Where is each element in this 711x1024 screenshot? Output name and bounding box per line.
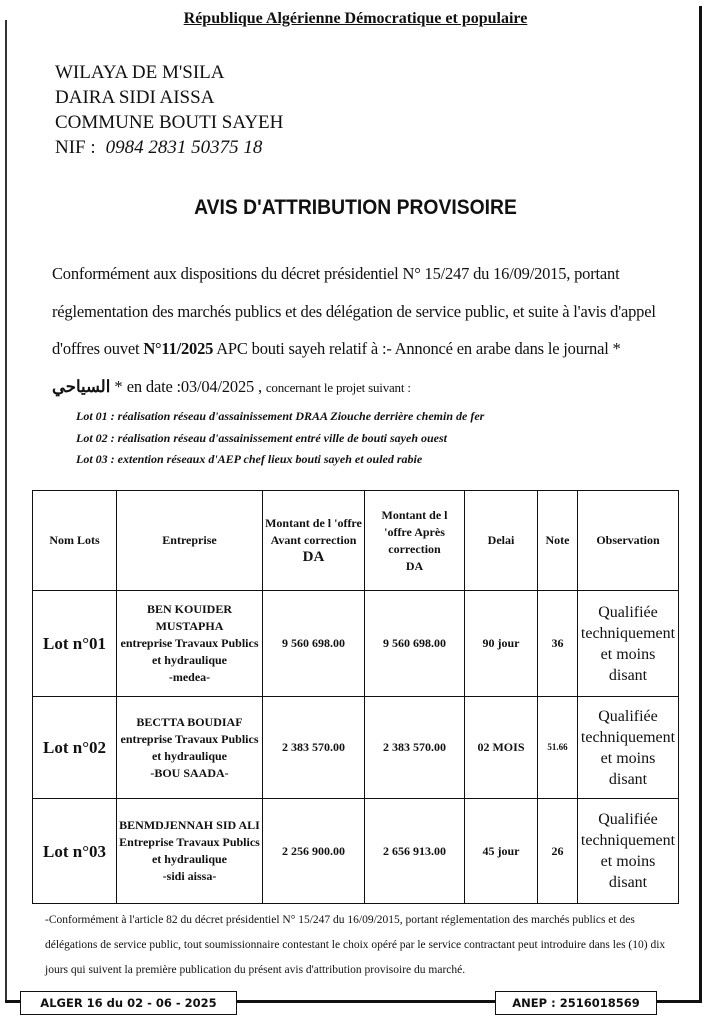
cell-entreprise [117,591,263,697]
cell-entreprise [117,697,263,799]
col-entreprise: Entreprise [117,491,263,591]
table-row [33,697,679,799]
frame-right-line [699,6,702,1002]
cell-avant: 2 256 900.00 [263,799,365,904]
page-title: AVIS D'ATTRIBUTION PROVISOIRE [194,196,517,219]
lot-item: Lot 01 : réalisation réseau d'assainissement DRAA Ziouche derrière chemin de fer [76,409,485,423]
entreprise-name: BECTTA BOUDIAF [136,714,243,729]
lots-list [76,406,484,471]
recourse-notice: -Conformément à l'article 82 du décret présidentiel N° 15/247 du 16/09/2015, portant réglementation des marchés publics et des délégations de service public, tout soumissionnaire contestant le choix opéré par le service contractant peut introduire dans les (10) dix jours qui suivent la première publication du présent avis d'attribution provisoire du marché. [45,914,666,976]
cell-delai: 45 jour [465,799,538,904]
cell-apres: 2 656 913.00 [365,799,465,904]
cell-entreprise [117,799,263,904]
attribution-table [32,490,679,904]
col-observation: Observation [578,491,679,591]
col-apres [365,491,465,591]
ao-number: N°11/2025 [143,339,214,358]
cell-note: 36 [538,591,578,697]
issuer-block [55,60,283,160]
lot-item: Lot 03 : extention réseaux d'AEP chef lieux bouti sayeh et ouled rabie [76,452,423,466]
cell-lot: Lot n°03 [33,799,117,904]
intro-text-2: APC bouti sayeh relatif à :- Annoncé en arabe dans le journal * [213,339,621,358]
entreprise-loc: -BOU SAADA- [150,765,229,780]
intro-paragraph [52,255,662,406]
col-apres-label: Montant de l 'offre Après correction [381,507,448,556]
nif-line [55,135,283,160]
intro-text-4: concernant le projet suivant : [265,379,411,395]
daira: DAIRA SIDI AISSA [55,87,215,108]
wilaya: WILAYA DE M'SILA [55,62,225,83]
commune: COMMUNE BOUTI SAYEH [55,112,284,133]
cell-observation: Qualifiée techniquement et moins disant [578,799,679,904]
col-apres-unit: DA [405,558,424,573]
cell-delai: 90 jour [465,591,538,697]
col-note: Note [538,491,578,591]
col-avant-unit: DA [302,549,325,565]
entreprise-name: BENMDJENNAH SID ALI [119,818,260,832]
intro-text-3: * en date :03/04/2025 , [110,376,266,396]
cell-apres: 2 383 570.00 [365,697,465,799]
entreprise-name: BEN KOUIDER MUSTAPHA [146,602,232,633]
cell-lot: Lot n°01 [33,591,117,697]
entreprise-desc: Entreprise Travaux Publics et hydraulique [119,835,260,866]
table-row [33,799,679,904]
republic-heading: République Algérienne Démocratique et populaire [183,10,528,27]
entreprise-desc: entreprise Travaux Publics et hydraulique [120,636,259,667]
col-lot: Nom Lots [33,491,117,591]
frame-left-line [5,20,7,1002]
table-header-row [33,491,679,591]
cell-observation: Qualifiée techniquement et moins disant [578,591,679,697]
entreprise-loc: -sidi aissa- [162,869,217,883]
intro-text-1: Conformément aux dispositions du décret présidentiel N° 15/247 du 16/09/2015, portant réglementation des marchés publics et des délégation de service public, et suite à l'avis d'appel d'offres ouvet [52,264,656,358]
anep-reference: ANEP : 2516018569 [495,991,657,1015]
table-row [33,591,679,697]
cell-note: 26 [538,799,578,904]
entreprise-loc: -medea- [168,670,211,684]
cell-avant: 9 560 698.00 [263,591,365,697]
nif-value: 0984 2831 50375 18 [105,137,263,158]
publication-stamp: ALGER 16 du 02 - 06 - 2025 [20,991,237,1015]
col-delai: Delai [465,491,538,591]
cell-note: 51.66 [538,697,578,799]
lot-item: Lot 02 : réalisation réseau d'assainissement entré ville de bouti sayeh ouest [76,430,448,445]
cell-avant: 2 383 570.00 [263,697,365,799]
nif-label: NIF : [55,137,96,158]
cell-observation: Qualifiée techniquement et moins disant [578,697,679,799]
col-avant-label: Montant de l 'offre Avant correction [265,516,362,547]
cell-apres: 9 560 698.00 [365,591,465,697]
cell-lot: Lot n°02 [33,697,117,799]
entreprise-desc: entreprise Travaux Publics et hydraulique [120,731,259,763]
col-avant [263,491,365,591]
journal-name: السياحي [52,376,111,396]
cell-delai: 02 MOIS [465,697,538,799]
